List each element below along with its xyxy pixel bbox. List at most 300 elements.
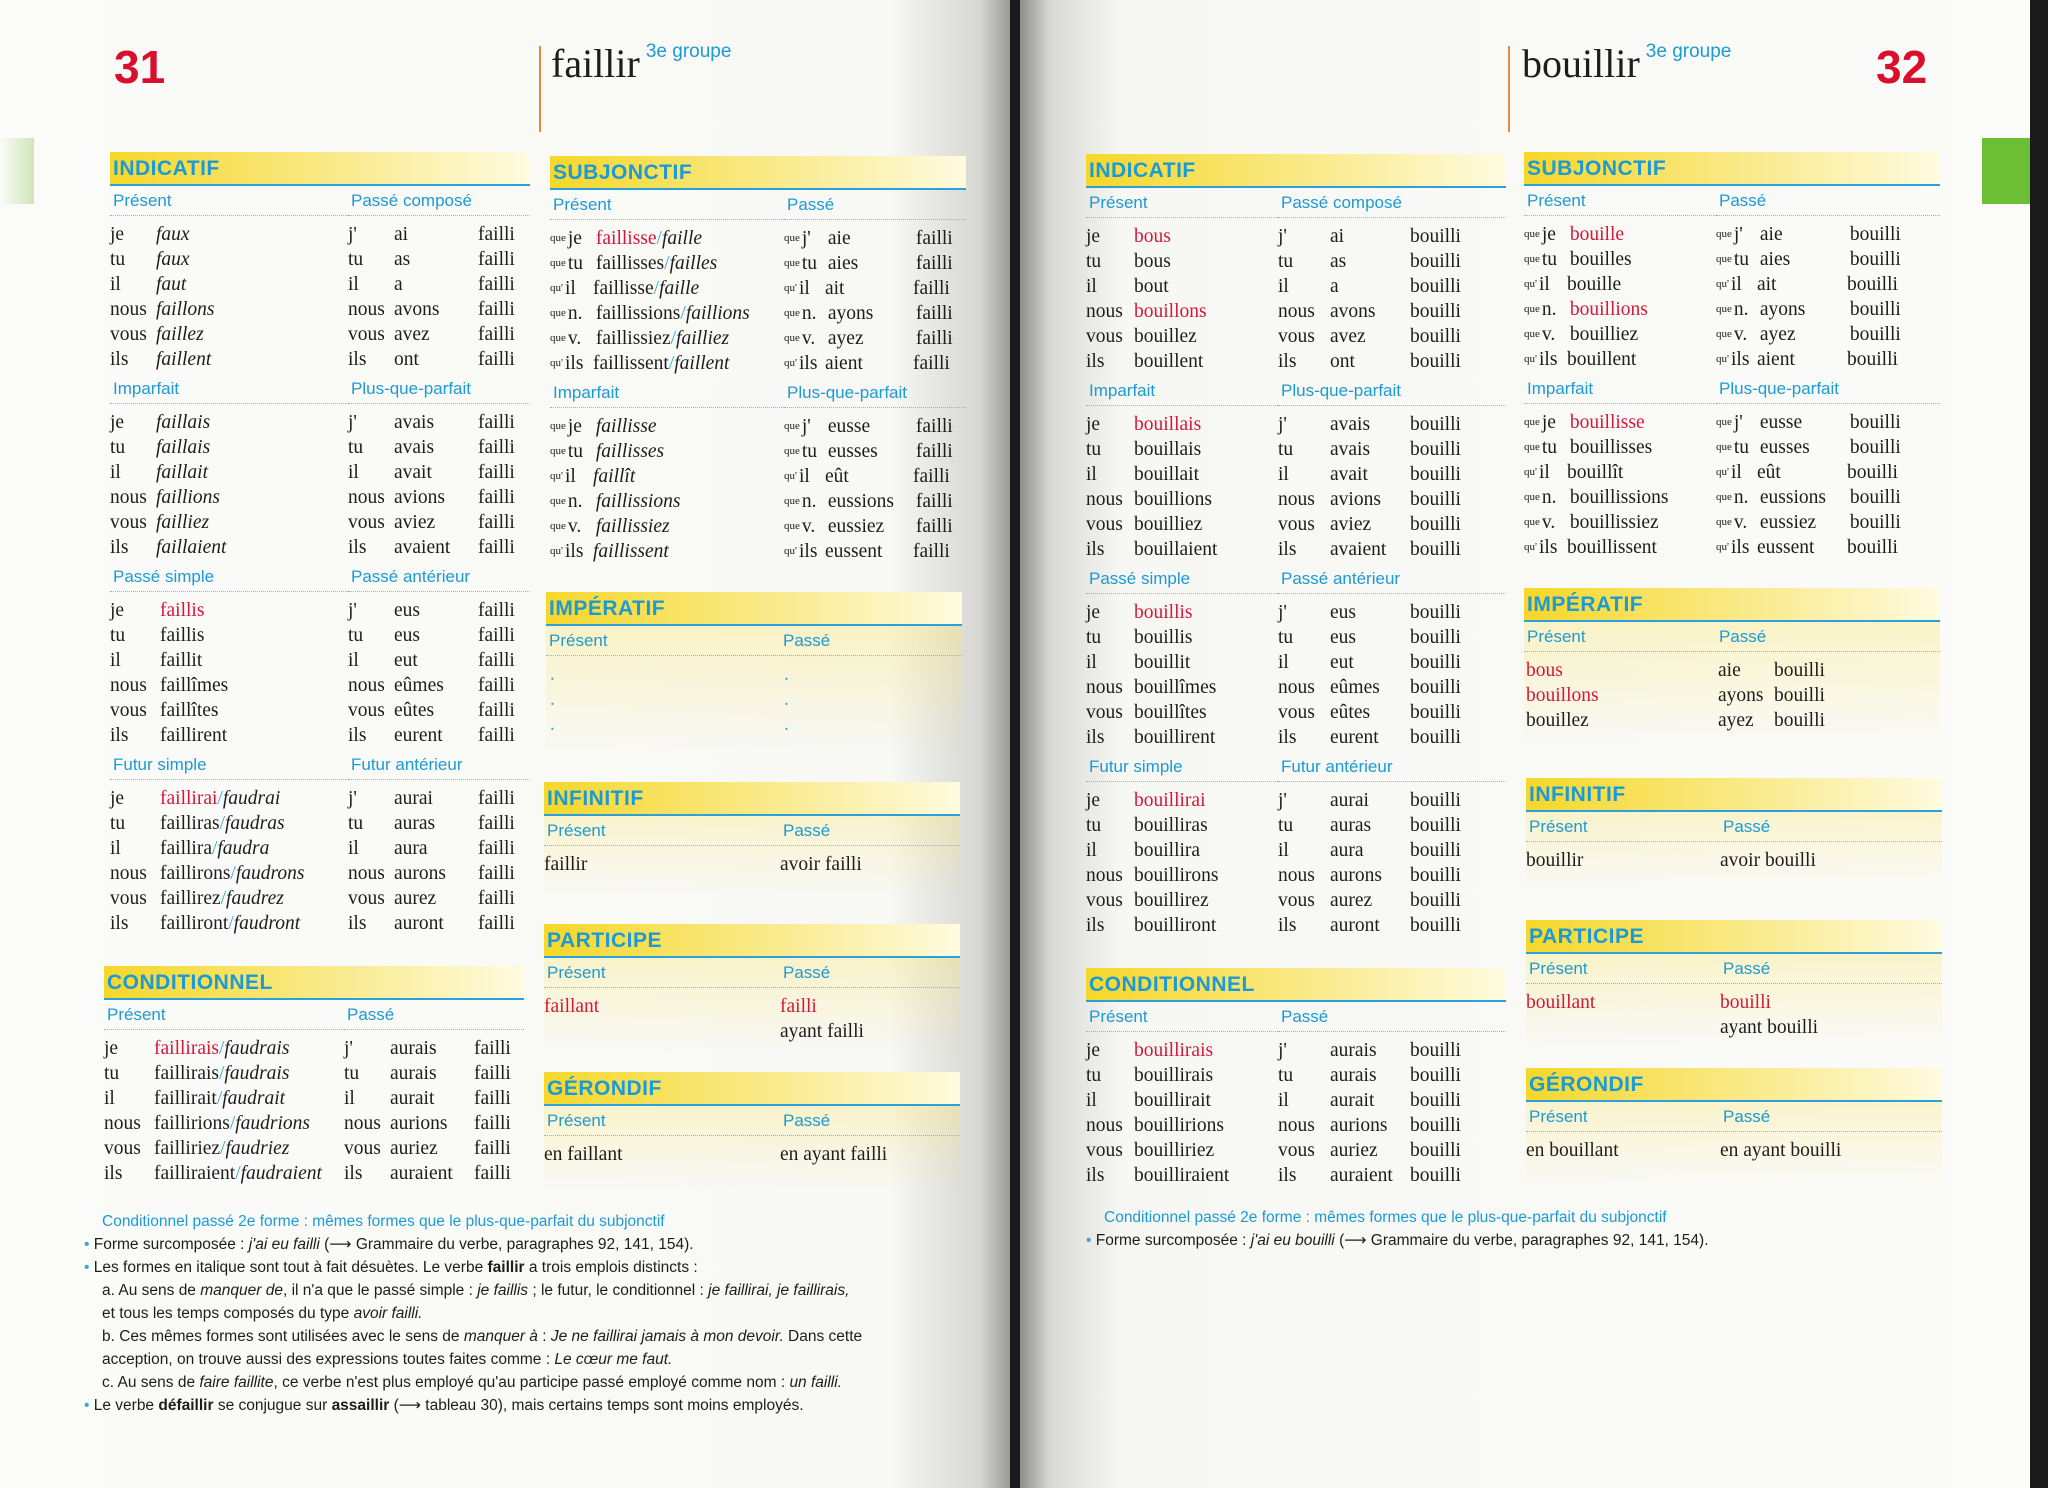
past-participle: failli	[478, 349, 515, 370]
past-participle: bouilli	[1410, 301, 1461, 322]
note-text: a trois emplois distincts :	[524, 1259, 698, 1276]
note-text: Je ne faillirai jamais à mon devoir.	[550, 1328, 784, 1345]
gerondif-section	[544, 1072, 960, 1190]
past-participle: bouilli	[1410, 1065, 1461, 1086]
imperatif-header	[1524, 588, 1940, 622]
verb-form: bouillirions	[1134, 1115, 1224, 1136]
conjugation-row	[550, 326, 784, 351]
auxiliary: eusse	[827, 416, 871, 437]
pronoun: tu	[344, 1063, 360, 1084]
conjugation-row	[348, 297, 530, 322]
conjugation-row	[1086, 224, 1278, 249]
alt-form: failles	[669, 253, 718, 274]
conjugation-rows	[544, 988, 960, 1046]
conjugation-rows	[344, 1030, 524, 1188]
subjonctif-section	[1524, 152, 1940, 562]
tense-label-text: Présent	[549, 631, 608, 650]
conjugation-row	[784, 539, 966, 564]
past-participle: bouilli	[1410, 915, 1461, 936]
auxiliary: eûmes	[394, 675, 444, 696]
tense-label-text: Plus-que-parfait	[787, 383, 908, 402]
conjugation-row	[348, 510, 530, 535]
verb-form: bouillis	[1134, 602, 1193, 623]
past-participle: bouilli	[1410, 840, 1461, 861]
past-participle: failli	[478, 412, 515, 433]
tense-label	[110, 374, 348, 404]
conjugation-row	[1716, 347, 1940, 372]
pronoun: vous	[348, 512, 385, 533]
past-participle: failli	[912, 541, 950, 562]
auxiliary: ait	[824, 278, 845, 299]
auxiliary: eût	[824, 466, 849, 487]
conjugation-row	[348, 598, 530, 623]
pronoun: tu	[1278, 815, 1294, 836]
tense-label-text: Présent	[553, 195, 612, 214]
note-text: :	[537, 1328, 551, 1345]
tense-pair	[110, 750, 530, 938]
pronoun: vous	[348, 700, 385, 721]
verb-form: faillirent	[160, 725, 228, 746]
note-a	[84, 1279, 862, 1302]
separator: /	[216, 1088, 223, 1109]
past-participle: failli	[915, 253, 953, 274]
tense-label	[110, 186, 348, 216]
past-participle: failli	[478, 863, 515, 884]
conjugation-row	[104, 1161, 344, 1186]
footnotes	[1086, 1206, 1709, 1252]
pronoun: il	[110, 274, 121, 295]
conjugation-row	[1086, 625, 1278, 650]
pronoun: nous	[344, 1113, 381, 1134]
tense-pair	[1086, 1002, 1506, 1190]
alt-form: faudront	[233, 913, 301, 934]
pronoun: tu	[1278, 439, 1294, 460]
pronoun: ils	[1086, 1165, 1105, 1186]
auxiliary: avais	[394, 412, 435, 433]
conjugation-row	[1716, 435, 1940, 460]
pronoun: je	[567, 228, 582, 249]
conjugation-row	[1278, 863, 1506, 888]
conjugation-row	[348, 861, 530, 886]
verb-form: avoir failli	[780, 854, 862, 875]
verb-form: bouille	[1566, 274, 1622, 295]
conjugation-row	[110, 598, 348, 623]
tense-label-text: Plus-que-parfait	[1719, 379, 1840, 398]
conjugation-row	[1278, 412, 1506, 437]
que-marker: que	[1524, 328, 1540, 340]
header-rule	[539, 46, 541, 132]
verb-form: faillirais	[154, 1038, 219, 1059]
auxiliary: aurais	[1330, 1040, 1377, 1061]
auxiliary: aura	[1330, 840, 1364, 861]
past-participle: failli	[915, 228, 953, 249]
past-participle: bouilli	[1410, 815, 1461, 836]
verb-form: bouillais	[1134, 439, 1202, 460]
conjugation-row	[1716, 247, 1940, 272]
tense-label	[1524, 374, 1716, 404]
verb-form: bouilliriez	[1134, 1140, 1215, 1161]
pronoun: v.	[1541, 324, 1556, 345]
conjugation-row	[1278, 1038, 1506, 1063]
infinitif-header	[1526, 778, 1942, 812]
tense-label-text: Futur antérieur	[1281, 757, 1393, 776]
pronoun: j'	[1278, 414, 1287, 435]
past-participle: failli	[478, 675, 515, 696]
auxiliary: a	[394, 274, 403, 295]
verb-form: failliront	[160, 913, 229, 934]
conjugation-row	[1086, 888, 1278, 913]
verb-form: faut	[156, 274, 187, 295]
pronoun: il	[798, 466, 810, 487]
tense-label-text: Passé	[783, 631, 831, 650]
pronoun: tu	[1086, 1065, 1102, 1086]
tense-pair	[110, 186, 530, 374]
conjugation-row	[784, 226, 966, 251]
section-title: INDICATIF	[1089, 159, 1196, 182]
conjugation-row	[1524, 272, 1716, 297]
pronoun: ils	[1730, 537, 1750, 558]
tense-label	[348, 186, 530, 216]
verb-form: faillissent	[592, 541, 669, 562]
conjugation-row	[1278, 1063, 1506, 1088]
conjugation-rows	[1278, 406, 1506, 564]
pronoun: vous	[1278, 1140, 1315, 1161]
que-marker: qu'	[1716, 466, 1729, 478]
tense-block	[110, 750, 348, 938]
conjugation-row	[1086, 913, 1278, 938]
tense-label-text: Présent	[1527, 627, 1586, 646]
auxiliary: avons	[1330, 301, 1376, 322]
conjugation-row	[544, 994, 960, 1019]
tense-block	[550, 190, 784, 378]
imperatif-section	[546, 592, 962, 752]
conjugation-row	[1278, 788, 1506, 813]
verb-form: faillions	[156, 487, 220, 508]
que-marker: que	[1716, 328, 1732, 340]
auxiliary: auront	[1330, 915, 1380, 936]
tense-label	[1278, 376, 1506, 406]
verb-form: bouillions	[1569, 299, 1648, 320]
tense-label-text: Passé	[1281, 1007, 1329, 1026]
pronoun: il	[1730, 274, 1742, 295]
note-text: assaillir	[331, 1397, 390, 1414]
que-marker: qu'	[784, 545, 797, 557]
conjugation-row	[1278, 813, 1506, 838]
conjugation-row	[1716, 410, 1940, 435]
tense-pair	[110, 562, 530, 750]
conjugation-row	[784, 251, 966, 276]
note-text: Forme surcomposée :	[93, 1236, 249, 1253]
pronoun: il	[1278, 276, 1289, 297]
section-title: IMPÉRATIF	[1527, 593, 1644, 616]
pronoun: nous	[348, 675, 385, 696]
tense-block	[1278, 752, 1506, 940]
auxiliary: aie	[827, 228, 851, 249]
auxiliary: eûmes	[1330, 677, 1380, 698]
tense-block	[1524, 186, 1716, 374]
right-page	[1020, 0, 2030, 1488]
past-participle: failli	[912, 353, 950, 374]
alt-form: faillent	[674, 353, 730, 374]
conjugation-row	[1086, 725, 1278, 750]
conjugation-row	[110, 485, 348, 510]
past-participle: bouilli	[1849, 299, 1901, 320]
pronoun: je	[1086, 1040, 1101, 1061]
past-participle: bouilli	[1410, 251, 1461, 272]
alt-form: faudrions	[235, 1113, 311, 1134]
pronoun: vous	[1086, 702, 1123, 723]
alt-form: faudrais	[224, 1038, 290, 1059]
pronoun: je	[1086, 414, 1101, 435]
tense-label	[1524, 622, 1940, 652]
pronoun: n.	[801, 491, 817, 512]
verb-form: faillissiez	[595, 328, 671, 349]
note-text: (⟶ tableau 30), mais certains temps sont moins employés.	[389, 1397, 804, 1414]
verb-form: bouillisse	[1569, 412, 1645, 433]
note-text: , ce verbe n'est plus employé qu'au participe passé employé comme nom :	[273, 1374, 790, 1391]
pronoun: il	[1278, 840, 1289, 861]
pronoun: tu	[110, 625, 126, 646]
verb-form: bouillez	[1134, 326, 1197, 347]
tense-label-text: Présent	[1089, 1007, 1148, 1026]
pronoun: je	[1086, 602, 1101, 623]
separator: /	[668, 353, 675, 374]
conjugation-row	[1086, 1038, 1278, 1063]
que-marker: que	[550, 257, 566, 269]
conjugation-row	[348, 222, 530, 247]
pronoun: il	[1086, 276, 1097, 297]
pronoun: v.	[801, 328, 816, 349]
conjugation-row	[544, 1142, 960, 1167]
conjugation-rows	[348, 216, 530, 374]
pronoun: j'	[348, 412, 357, 433]
conjugation-row	[1278, 700, 1506, 725]
auxiliary: ai	[394, 224, 409, 245]
verb-form: bouillirait	[1134, 1090, 1211, 1111]
tense-block	[1086, 376, 1278, 564]
page-number-text: 31	[114, 41, 166, 93]
conjugation-row	[1086, 813, 1278, 838]
pronoun: nous	[1086, 677, 1123, 698]
verb-form: bouillions	[1134, 489, 1213, 510]
tense-label	[110, 750, 348, 780]
gerondif-section	[1526, 1068, 1942, 1186]
conjugation-row	[1086, 537, 1278, 562]
pronoun: tu	[348, 437, 364, 458]
section-title: INFINITIF	[1529, 783, 1626, 806]
tense-block	[1086, 1002, 1278, 1190]
pronoun: ils	[348, 725, 367, 746]
auxiliary: ayons	[1718, 685, 1764, 706]
que-marker: que	[1524, 416, 1540, 428]
auxiliary: aurons	[394, 863, 446, 884]
past-participle: failli	[915, 303, 953, 324]
que-marker: que	[1716, 253, 1732, 265]
alt-form: faudraient	[240, 1163, 322, 1184]
tense-label-text: Présent	[547, 963, 606, 982]
past-participle: failli	[478, 725, 515, 746]
imperatif-header	[546, 592, 962, 626]
conjugation-row	[1524, 297, 1716, 322]
conjugation-row	[344, 1111, 524, 1136]
note-text: Le verbe	[93, 1397, 159, 1414]
conjugation-row	[550, 276, 784, 301]
conjugation-rows	[1086, 406, 1278, 564]
conjugation-rows	[1716, 404, 1940, 562]
verb-form: faillisse	[595, 416, 657, 437]
auxiliary: ont	[1330, 351, 1355, 372]
alt-form: faudriez	[225, 1138, 290, 1159]
pronoun: v.	[1541, 512, 1556, 533]
tense-label	[544, 816, 960, 846]
que-marker: que	[550, 307, 566, 319]
auxiliary: avions	[394, 487, 445, 508]
section-title: SUBJONCTIF	[1527, 157, 1667, 180]
tense-label	[1278, 564, 1506, 594]
separator: /	[680, 303, 686, 324]
page-number	[1876, 40, 1927, 94]
spacer	[544, 1019, 780, 1044]
conjugation-row	[1086, 324, 1278, 349]
tense-label-text: Passé	[1723, 1107, 1771, 1126]
verb-form: .	[550, 664, 555, 685]
conjugation-row	[348, 322, 530, 347]
conjugation-row	[110, 322, 348, 347]
verb-form: bouillais	[1134, 414, 1202, 435]
tense-label-text: Passé composé	[351, 191, 472, 210]
conjugation-rows	[1524, 216, 1716, 374]
conjugation-row	[348, 435, 530, 460]
past-participle: failli	[478, 274, 515, 295]
verb-form: bouillent	[1566, 349, 1637, 370]
separator: /	[653, 278, 660, 299]
conjugation-row	[344, 1086, 524, 1111]
verb-form: failli	[780, 996, 817, 1017]
separator: /	[219, 813, 225, 834]
past-participle: bouilli	[1774, 660, 1825, 681]
verb-form: bouillons	[1526, 685, 1599, 706]
conjugation-row	[784, 301, 966, 326]
separator: /	[220, 888, 227, 909]
tense-block	[348, 186, 530, 374]
indicatif-header	[1086, 154, 1506, 188]
indicatif-header	[110, 152, 530, 186]
tense-block	[784, 378, 966, 566]
conjugation-row	[1278, 537, 1506, 562]
tense-block	[1278, 376, 1506, 564]
pronoun: n.	[801, 303, 817, 324]
conjugation-rows	[1278, 594, 1506, 752]
section-title: GÉRONDIF	[1529, 1073, 1644, 1096]
auxiliary: ayez	[1718, 710, 1754, 731]
conjugation-row	[348, 786, 530, 811]
past-participle: bouilli	[1849, 324, 1901, 345]
conjugation-row	[1086, 1088, 1278, 1113]
auxiliary: eusses	[827, 441, 878, 462]
past-participle: failli	[478, 324, 515, 345]
pronoun: j'	[1278, 1040, 1287, 1061]
conjugation-rows	[1086, 1032, 1278, 1190]
verb-form: bouillirai	[1134, 790, 1206, 811]
tense-label-text: Passé simple	[1089, 569, 1191, 588]
verb-form: bouilles	[1569, 249, 1632, 270]
pronoun: j'	[1733, 412, 1743, 433]
pronoun: j'	[348, 224, 357, 245]
participe-section	[544, 924, 960, 1052]
tense-block	[1278, 1002, 1506, 1190]
note-text: c. Au sens de	[102, 1374, 200, 1391]
verb-group: 3e groupe	[1645, 41, 1732, 62]
auxiliary: aurait	[390, 1088, 435, 1109]
note-defaillir	[84, 1394, 862, 1417]
pronoun: j'	[348, 600, 357, 621]
verb-form: faillissiez	[595, 516, 670, 537]
verb-form: faillent	[156, 349, 212, 370]
verb-name: bouillir	[1522, 41, 1640, 86]
note-surcomposee	[1086, 1229, 1709, 1252]
que-marker: que	[550, 332, 566, 344]
auxiliary: aurai	[394, 788, 433, 809]
verb-form: bouillissent	[1566, 537, 1657, 558]
header-rule	[1508, 46, 1510, 132]
verb-form: bouillisses	[1569, 437, 1653, 458]
conjugation-rows	[1526, 842, 1942, 875]
pronoun: v.	[1733, 512, 1748, 533]
verb-form: faillir	[544, 854, 588, 875]
tense-label-text: Passé composé	[1281, 193, 1402, 212]
verb-form: faillirait	[154, 1088, 217, 1109]
conjugation-row	[784, 351, 966, 376]
tense-pair	[550, 378, 966, 566]
pronoun: je	[110, 224, 125, 245]
conjugation-row	[1278, 888, 1506, 913]
verb-form: .	[784, 689, 789, 710]
verb-form: faillirai	[160, 788, 218, 809]
tense-block	[104, 1000, 344, 1188]
verb-form: .	[784, 664, 789, 685]
verb-form: faillissent	[592, 353, 669, 374]
past-participle: bouilli	[1410, 1090, 1461, 1111]
conjugation-row	[784, 514, 966, 539]
tense-label-text: Futur simple	[113, 755, 207, 774]
note-text: manquer à	[463, 1328, 538, 1345]
past-participle: bouilli	[1849, 512, 1901, 533]
pronoun: il	[1278, 1090, 1289, 1111]
conjugation-row	[784, 326, 966, 351]
pronoun: vous	[110, 888, 147, 909]
verb-form: faillisses	[595, 253, 665, 274]
separator: /	[670, 328, 677, 349]
que-marker: qu'	[1716, 353, 1729, 365]
pronoun: n.	[567, 491, 583, 512]
conjugation-row	[1716, 460, 1940, 485]
conjugation-rows	[1524, 652, 1940, 735]
conjugation-row	[344, 1061, 524, 1086]
past-participle: bouilli	[1410, 489, 1461, 510]
past-participle: bouilli	[1410, 326, 1461, 347]
alt-form: faillions	[685, 303, 750, 324]
conjugation-row	[348, 410, 530, 435]
pronoun: il	[348, 462, 359, 483]
pronoun: je	[567, 416, 582, 437]
note-text: (⟶ Grammaire du verbe, paragraphes 92, 141, 154).	[1334, 1232, 1709, 1249]
auxiliary: aurions	[1330, 1115, 1388, 1136]
verb-form: faux	[156, 224, 190, 245]
auxiliary: aies	[827, 253, 859, 274]
pronoun: j'	[801, 416, 811, 437]
past-participle: bouilli	[1846, 462, 1898, 483]
indicatif-section	[110, 152, 530, 938]
